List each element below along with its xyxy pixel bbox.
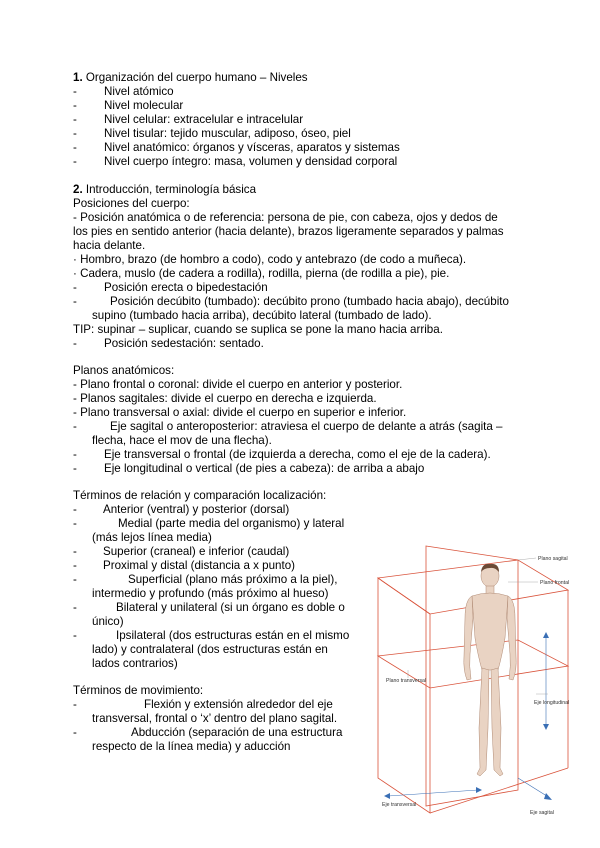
bullet-dash: - xyxy=(73,573,77,586)
level-item: Nivel atómico xyxy=(104,85,174,98)
label-plano-frontal: Plano frontal xyxy=(540,580,570,586)
right-leg xyxy=(491,668,503,776)
transversal-axis xyxy=(388,790,478,796)
plane-sagital: - Planos sagitales: divide el cuerpo en derecha e izquierda. xyxy=(73,392,377,405)
bullet-dash: - xyxy=(73,295,77,308)
relation-ipsilateral-line3: lados contrarios) xyxy=(92,657,178,670)
left-leg xyxy=(477,668,489,776)
sagittal-axis xyxy=(518,778,550,798)
section1-heading xyxy=(73,71,308,85)
torso xyxy=(472,593,508,670)
label-plano-transversal: Plano transversal xyxy=(386,678,427,684)
bullet-dash: - xyxy=(73,462,77,475)
label-eje-sagital: Eje sagital xyxy=(530,810,554,816)
bullet-dash: - xyxy=(73,99,77,112)
level-item: Nivel celular: extracelular e intracelular xyxy=(104,113,304,126)
bullet-dash: - xyxy=(73,281,77,294)
relation-superficial-line1: Superficial (plano más próximo a la piel), xyxy=(128,573,338,586)
relation-ipsilateral-line2: lado) y contralateral (dos estructuras están en xyxy=(92,643,328,656)
bullet-dash: - xyxy=(73,127,77,140)
bullet-dash: - xyxy=(73,601,77,614)
section1-title: Organización del cuerpo humano – Niveles xyxy=(82,71,308,84)
relation-medial-line2: (más lejos línea media) xyxy=(92,531,212,544)
axis-arrowhead xyxy=(476,787,482,793)
bullet-dash: - xyxy=(73,113,77,126)
relation-ipsilateral-line1: Ipsilateral (dos estructuras están en el mismo xyxy=(116,629,350,642)
relation-title: Términos de relación y comparación localización: xyxy=(73,489,327,502)
section1-number: 1. xyxy=(73,71,83,84)
label-eje-longitudinal: Eje longitudinal xyxy=(534,700,570,706)
anatomical-planes-figure xyxy=(368,538,580,818)
relation-anterior: Anterior (ventral) y posterior (dorsal) xyxy=(103,503,290,516)
left-arm xyxy=(464,596,473,680)
relation-proximal: Proximal y distal (distancia a x punto) xyxy=(103,559,296,572)
axis-arrowhead xyxy=(543,724,549,730)
bullet-dash: - xyxy=(73,698,77,711)
axis-arrowhead xyxy=(384,793,390,799)
planes-title: Planos anatómicos: xyxy=(73,364,175,377)
anatomic-position-line3: hacia delante. xyxy=(73,239,146,252)
section2-subtitle: Posiciones del cuerpo: xyxy=(73,197,190,210)
section2-heading xyxy=(73,183,256,197)
movement-abduccion-line2: respecto de la línea media) y aducción xyxy=(92,740,291,753)
movement-flexion-line2: transversal, frontal o ‘x’ dentro del plano sagital. xyxy=(92,712,338,725)
bullet-dash: - xyxy=(73,503,77,516)
relation-bilateral-line2: único) xyxy=(92,615,124,628)
decubito-line2: supino (tumbado hacia arriba), decúbito lateral (tumbado de lado). xyxy=(92,309,432,322)
hip-terms: · Cadera, muslo (de cadera a rodilla), rodilla, pierna (de rodilla a pie), pie. xyxy=(73,267,450,280)
plane-frontal: - Plano frontal o coronal: divide el cuerpo en anterior y posterior. xyxy=(73,378,403,391)
section2-title: Introducción, terminología básica xyxy=(82,183,257,196)
movement-title: Términos de movimiento: xyxy=(73,684,204,697)
bullet-dash: - xyxy=(73,448,77,461)
bullet-dash: - xyxy=(73,155,77,168)
label-eje-transversal: Eje transversal xyxy=(382,802,417,808)
erect-position: Posición erecta o bipedestación xyxy=(104,281,268,294)
sedestacion-position: Posición sedestación: sentado. xyxy=(104,337,264,350)
anatomic-position-line1: - Posición anatómica o de referencia: persona de pie, con cabeza, ojos y dedos de xyxy=(73,211,498,224)
bullet-dash: - xyxy=(73,141,77,154)
tip-text: TIP: supinar – suplicar, cuando se suplica se pone la mano hacia arriba. xyxy=(73,323,443,336)
axis-arrowhead xyxy=(544,793,552,800)
right-arm xyxy=(507,596,516,680)
leader-line xyxy=(518,558,536,560)
level-item: Nivel molecular xyxy=(104,99,184,112)
relation-bilateral-line1: Bilateral y unilateral (si un órgano es doble o xyxy=(116,601,345,614)
bullet-dash: - xyxy=(73,545,77,558)
decubito-line1: Posición decúbito (tumbado): decúbito prono (tumbado hacia abajo), decúbito xyxy=(110,295,509,308)
eje-longitudinal: Eje longitudinal o vertical (de pies a cabeza): de arriba a abajo xyxy=(104,462,425,475)
movement-flexion-line1: Flexión y extensión alrededor del eje xyxy=(144,698,333,711)
relation-superior: Superior (craneal) e inferior (caudal) xyxy=(103,545,290,558)
bullet-dash: - xyxy=(73,337,77,350)
label-plano-sagital: Plano sagital xyxy=(538,556,568,562)
relation-medial-line1: Medial (parte media del organismo) y lateral xyxy=(118,517,345,530)
eje-sagital-line2: flecha, hace el mov de una flecha). xyxy=(92,434,272,447)
bullet-dash: - xyxy=(73,629,77,642)
anatomic-position-line2: los pies en sentido anterior (hacia delante), brazos ligeramente separados y palmas xyxy=(73,225,504,238)
axis-arrowhead xyxy=(543,632,549,638)
bullet-dash: - xyxy=(73,726,77,739)
eje-sagital-line1: Eje sagital o anteroposterior: atraviesa el cuerpo de delante a atrás (sagita – xyxy=(110,420,503,433)
shoulder-terms: · Hombro, brazo (de hombro a codo), codo y antebrazo (de codo a muñeca). xyxy=(73,253,467,266)
bullet-dash: - xyxy=(73,517,77,530)
bullet-dash: - xyxy=(73,559,77,572)
movement-abduccion-line1: Abducción (separación de una estructura xyxy=(131,726,343,739)
level-item: Nivel tisular: tejido muscular, adiposo, óseo, piel xyxy=(104,127,351,140)
eje-transversal: Eje transversal o frontal (de izquierda a derecha, como el eje de la cadera). xyxy=(104,448,491,461)
bullet-dash: - xyxy=(73,420,77,433)
bullet-dash: - xyxy=(73,85,77,98)
relation-superficial-line2: intermedio y profundo (más próximo al hueso) xyxy=(92,587,329,600)
plane-transversal: - Plano transversal o axial: divide el cuerpo en superior e inferior. xyxy=(73,406,407,419)
frontal-plane-lower xyxy=(378,578,430,813)
section2-number: 2. xyxy=(73,183,83,196)
level-item: Nivel anatómico: órganos y vísceras, aparatos y sistemas xyxy=(104,141,400,154)
level-item: Nivel cuerpo íntegro: masa, volumen y densidad corporal xyxy=(104,155,398,168)
